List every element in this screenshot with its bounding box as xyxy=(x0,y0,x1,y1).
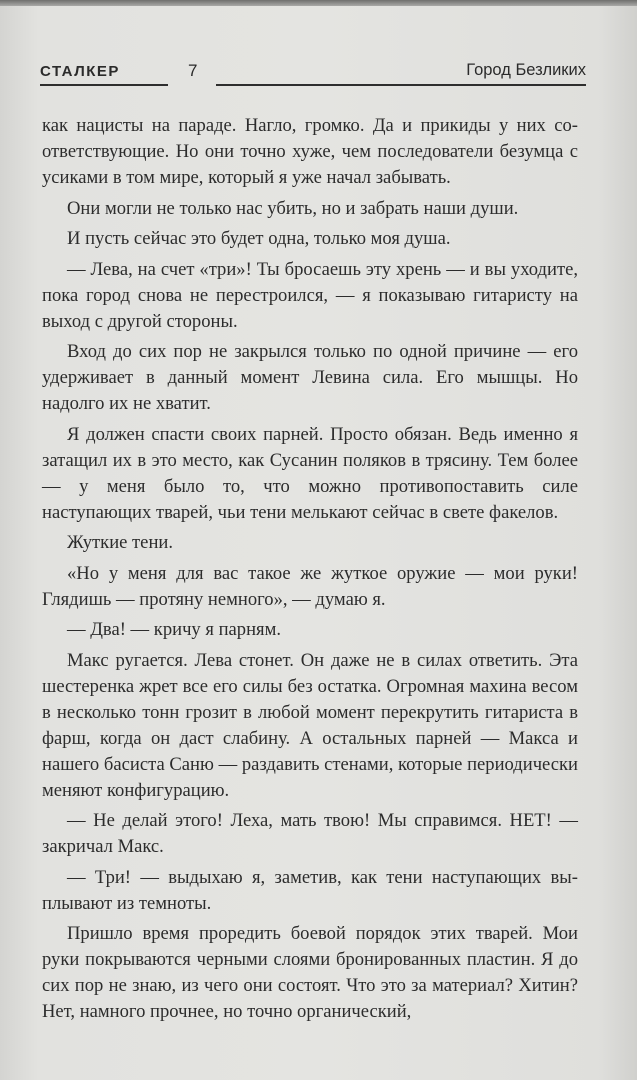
paragraph: Они могли не только нас убить, но и забрать наши души. xyxy=(67,197,519,219)
paragraph: — Три! — выдыхаю я, заметив, как тени наступающих выплывают из темноты. xyxy=(42,866,578,914)
body-text xyxy=(42,113,578,1030)
header-rule-right xyxy=(216,84,586,86)
paragraph: Пришло время проредить боевой порядок этих тварей. Мои руки покрываются черными слоями бронированных пластин. Я до сих пор не знаю, из чего они состоят. Что это за материал? Хитин? Нет, намного прочнее, но точно органический, xyxy=(42,923,578,1022)
running-head xyxy=(40,58,586,88)
header-rule-left xyxy=(40,84,168,86)
paragraph: «Но у меня для вас такое же жуткое оружие — мои руки! Глядишь — протяну немного», — думаю я. xyxy=(42,562,578,610)
paragraph: Макс ругается. Лева стонет. Он даже не в силах ответить. Эта шестеренка жрет все его силы без остатка. Огромная махина весом в несколько тонн грозит в любой момент перекрутить гитариста в фарш, когда он даст слабину. А остальных парней — Макса и нашего басиста Саню — раздавить стенами, которые периодически меняют конфигурацию. xyxy=(42,649,578,801)
paragraph: как нацисты на параде. Нагло, громко. Да и прикиды у них соответствующие. Но они точно хуже, чем последователи безумца с усиками в том мире, который я уже начал забывать. xyxy=(42,115,578,188)
series-name: СТАЛКЕР xyxy=(40,63,120,80)
paragraph: Жуткие тени. xyxy=(67,532,173,553)
paragraph: — Не делай этого! Леха, мать твою! Мы справимся. НЕТ! — закричал Макс. xyxy=(42,810,578,857)
paragraph: — Два! — кричу я парням. xyxy=(67,619,281,640)
paragraph: Я должен спасти своих парней. Просто обязан. Ведь именно я затащил их в это место, как Сусанин поляков в трясину. Тем более — у меня было то, что можно противопоставить силе наступающих тварей, чьи тени мелькают сейчас в свете факелов. xyxy=(42,423,578,523)
paragraph: И пусть сейчас это будет одна, только моя душа. xyxy=(67,228,451,249)
paragraph: Вход до сих пор не закрылся только по одной причине — его удерживает в данный момент Левина сила. Его мышцы. Но надолго их не хватит. xyxy=(42,341,578,414)
page-top-edge xyxy=(0,0,637,6)
paragraph: — Лева, на счет «три»! Ты бросаешь эту хрень — и вы уходите, пока город снова не перестроился, — я показываю гитаристу на выход с другой стороны. xyxy=(42,258,578,332)
book-title: Город Безликих xyxy=(466,61,586,79)
page-number: 7 xyxy=(188,61,198,80)
